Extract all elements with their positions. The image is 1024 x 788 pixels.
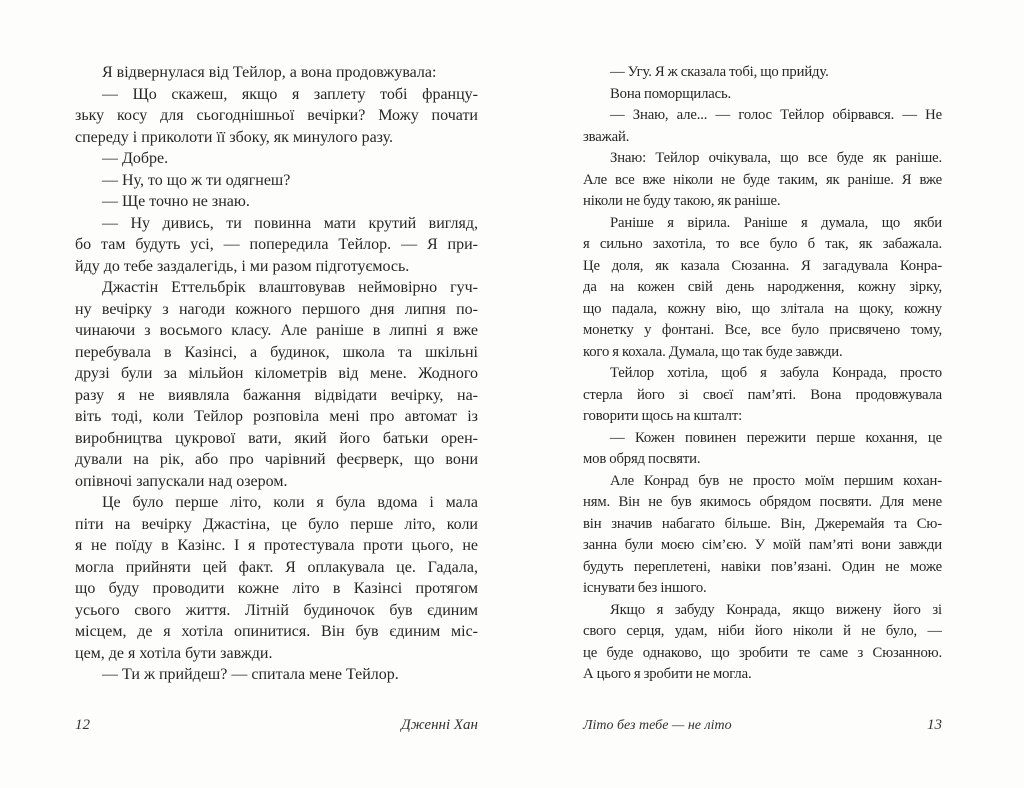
text-line: бо там будуть усі, — попередила Тейлор. — Я при- [75,236,478,253]
page-number-left: 12 [75,717,90,733]
text-line: зважай. [583,128,630,145]
text-line: разу я не виявляла бажання відвідати вечірку, на- [75,386,478,404]
running-footer-title: Літо без тебе — не літо [583,718,732,733]
text-line: свого серця, удам, ніби його ніколи й не було, — [583,623,942,639]
text-line: Я відвернулася від Тейлор, а вона продовжувала: [102,64,437,81]
text-line: що падала, кожну вію, що злітала на щоку, кожну [583,300,942,317]
text-line: Але все вже ніколи не буде таким, як раніше. Я вже [583,171,942,188]
text-line: це буде однаково, що зробити те саме з Сюзанною. [583,644,942,661]
text-line: опівночі запускали над озером. [75,472,288,490]
page-right-footer [583,717,942,734]
text-line: віть тоді, коли Тейлор розповіла мені про автомат із [75,408,478,425]
text-line: Якщо я забуду Конрада, якщо вижену його зі [610,601,942,618]
text-line: зьку косу для сьогоднішньої вечірки? Можу почати [75,107,478,124]
text-line: дували на рік, або про чарівний феєрверк, що вони [75,451,478,468]
text-line: говорити щось на кшталт: [583,408,743,424]
text-line: що буду проводити кожне літо в Казінсі протягом [75,580,478,597]
text-line: ну вечірку з нагоди кожного першого дня липня по- [75,300,478,318]
text-line: монетку у фонтані. Все, все було присвячено тому, [583,322,942,338]
text-line: — Ну, то що ж ти одягнеш? [102,171,291,189]
text-line: Знаю: Тейлор очікувала, що все буде як раніше. [610,150,942,166]
text-line: усього свого життя. Літній будиночок був єдиним [75,601,478,619]
text-line: ням. Він не був якимось обрядом посвяти. Для мене [583,494,942,510]
text-line: Раніше я вірила. Раніше я думала, що якби [610,214,942,231]
text-line: занна були моєю сім’єю. У моїй пам’яті вони завжди [583,537,942,553]
text-line: Це було перше літо, коли я була вдома і мала [102,494,478,511]
text-line: Вона поморщилась. [610,85,732,102]
text-line: стерла його зі своєї пам’яті. Вона продовжувала [583,386,942,403]
page-number-right: 13 [927,717,942,733]
text-line: Це доля, як казала Сюзанна. Я загадувала Конра- [583,257,942,274]
text-line: — Угу. Я ж сказала тобі, що прийду. [610,64,829,80]
text-line: да на кожен свій день народження, кожну зірку, [583,279,942,295]
text-line: — Кожен повинен пережити перше кохання, це [610,429,942,446]
text-line: Тейлор хотіла, щоб я забула Конрада, просто [610,365,942,381]
text-line: йду до тебе заздалегідь, і ми разом підготуємось. [75,257,410,275]
text-line: спереду і приколоти її збоку, як минулого разу. [75,128,394,146]
text-line: друзі були за мільйон кілометрів від мене. Жодного [75,365,478,382]
text-line: А цього я зробити не могла. [583,666,752,682]
text-line: місцем, де я хотіла опинитися. Він був єдиним міс- [75,623,478,640]
text-line: — Що скажеш, якщо я заплету тобі францу- [102,85,478,103]
text-line: — Ще точно не знаю. [102,193,250,210]
text-line: Але Конрад був не просто моїм першим кохан- [610,472,942,489]
text-line: існувати без іншого. [583,580,707,596]
text-line: ніколи не буду такою, як раніше. [583,193,781,209]
text-line: цем, де я хотіла бути завжди. [75,644,273,662]
page-right-text-block [583,62,942,686]
running-footer-author: Дженні Хан [401,717,478,733]
text-line: перебувала в Казінсі, а будинок, школа та шкільні [75,343,478,361]
text-line: виробництва цукрової вати, який його батьки орен- [75,429,478,447]
text-line: — Ну дивись, ти повинна мати крутий вигляд, [102,214,478,232]
text-line: піти на вечірку Джастіна, це було перше літо, коли [75,515,478,533]
text-line: я сильно захотіла, то все було б так, як забажала. [583,236,942,252]
page-left-footer [75,717,478,734]
page-left-text-block [75,62,478,686]
text-line: Джастін Еттельбрік влаштовував неймовірно гуч- [102,279,478,296]
text-line: — Знаю, але... — голос Тейлор обірвався. — Не [610,107,942,123]
text-line: чинаючи з восьмого класу. Але раніше в липні я вже [75,322,478,339]
text-line: могла прийняти цей факт. Я оплакувала це. Гадала, [75,558,478,576]
text-line: — Ти ж прийдеш? — спитала мене Тейлор. [102,666,399,683]
text-line: кого я кохала. Думала, що так буде завжди. [583,343,843,360]
text-line: — Добре. [102,150,169,167]
text-line: мов обряд посвяти. [583,451,701,467]
text-line: він значив набагато більше. Він, Джеремайя та Сю- [583,515,942,532]
text-line: будуть переплетені, навіки пов’язані. Один не може [583,558,942,575]
text-line: я не поїду в Казінс. І я протестувала проти цього, не [75,537,478,554]
